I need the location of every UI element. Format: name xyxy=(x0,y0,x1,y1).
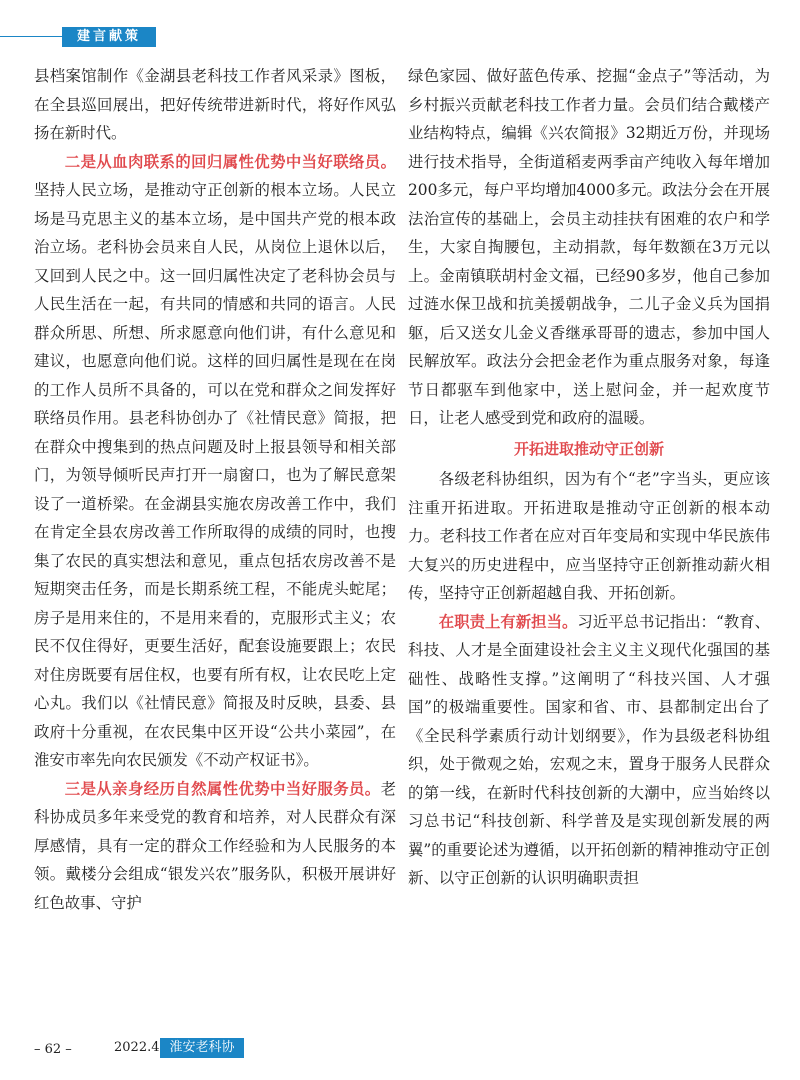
lead-phrase: 在职责上有新担当。 xyxy=(438,612,578,631)
section-subheading: 开拓进取推动守正创新 xyxy=(513,439,664,458)
paragraph xyxy=(34,775,396,918)
paragraph-body: 坚持人民立场，是推动守正创新的根本立场。人民立场是马克思主义的基本立场，是中国共产党的根本政治立场。老科协会员来自人民，从岗位上退休以后，又回到人民之中。这一回归属性决定了老科协会员与人民生活在一起，有共同的情感和共同的语言。人民群众所思、所想、所求愿意向他们讲，有什么意见和建议，也愿意向他们说。这样的回归属性是现在在岗的工作人员所不具备的，可以在党和群众之间发挥好联络员作用。县老科协创办了《社情民意》简报，把在群众中搜集到的热点问题及时上报县领导和相关部门，为领导倾听民声打开一扇窗口，也为了解民意架设了一道桥梁。在金湖县实施农房改善工作中，我们在肯定全县农房改善工作所取得的成绩的同时，也搜集了农民的真实想法和意见，重点包括农房改善不是短期突击任务，而是长期系统工程，不能虎头蛇尾；房子是用来住的，不是用来看的，克服形式主义；农民不仅住得好，更要生活好，配套设施要跟上；农民对住房既要有居住权，也要有所有权，让农民吃上定心丸。我们以《社情民意》简报及时反映，县委、县政府十分重视，在农民集中区开设“公共小菜园”，在淮安市率先向农民颁发《不动产权证书》。 xyxy=(34,181,396,769)
journal-name: 淮安老科协 xyxy=(160,1038,244,1058)
right-column xyxy=(408,62,770,893)
issue-label: 2022.4 xyxy=(114,1040,160,1055)
paragraph: 绿色家园、做好蓝色传承、挖掘“金点子”等活动，为乡村振兴贡献老科技工作者力量。会员们结合戴楼产业结构特点，编辑《兴农简报》32期近万份，并现场进行技术指导，全街道稻麦两季亩产纯收入每年增加200多元，每户平均增加4000多元。政法分会在开展法治宣传的基础上，会员主动挂扶有困难的农户和学生，大家自掏腰包，主动捐款，每年数额在3万元以上。金南镇联胡村金文福，已经90多岁，他自己参加过涟水保卫战和抗美援朝战争，二儿子金义兵为国捐躯，后又送女儿金义香继承哥哥的遗志，参加中国人民解放军。政法分会把金老作为重点服务对象，每逢节日都驱车到他家中，送上慰问金，并一起欢度节日，让老人感受到党和政府的温暖。 xyxy=(408,67,770,427)
paragraph xyxy=(34,148,396,775)
paragraph-body: 习近平总书记指出：“教育、科技、人才是全面建设社会主义主义现代化强国的基础性、战略性支撑。”这阐明了“科技兴国、人才强国”的极端重要性。国家和省、市、县都制定出台了《全民科学素质行动计划纲要》，作为县级老科协组织，处于微观之始，宏观之末，置身于服务人民群众的第一线，在新时代科技创新的大潮中，应当始终以习总书记“科技创新、科学普及是实现创新发展的两翼”的重要论述为遵循，以开拓创新的精神推动守正创新、以守正创新的认识明确职责担 xyxy=(408,612,770,887)
paragraph: 各级老科协组织，因为有个“老”字当头，更应该注重开拓进取。开拓进取是推动守正创新的根本动力。老科技工作者在应对百年变局和实现中华民族伟大复兴的历史进程中，应当坚持守正创新推动薪火相传，坚持守正创新超越自我、开拓创新。 xyxy=(408,470,770,602)
paragraph: 县档案馆制作《金湖县老科技工作者风采录》图板，在全县巡回展出，把好传统带进新时代，将好作风弘扬在新时代。 xyxy=(34,67,396,142)
page-number: – 62 – xyxy=(34,1042,72,1057)
section-tag: 建言献策 xyxy=(62,27,156,47)
lead-phrase: 二是从血肉联系的回归属性优势中当好联络员。 xyxy=(64,152,396,171)
paragraph-body: 老科协成员多年来受党的教育和培养，对人民群众有深厚感情，具有一定的群众工作经验和为人民服务的本领。戴楼分会组成“银发兴农”服务队，积极开展讲好红色故事、守护 xyxy=(34,779,396,912)
page-footer xyxy=(0,1036,800,1066)
paragraph xyxy=(408,608,770,893)
left-column xyxy=(34,62,396,917)
lead-phrase: 三是从亲身经历自然属性优势中当好服务员。 xyxy=(64,779,381,798)
